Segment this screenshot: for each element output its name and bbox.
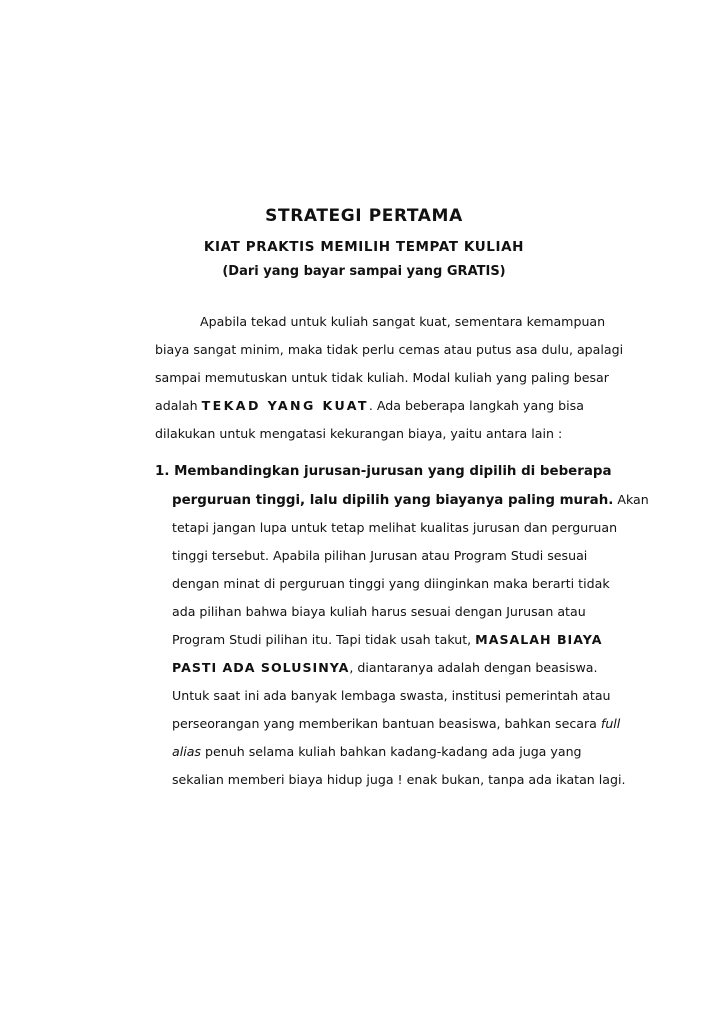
item-1-line-7-pre: Program Studi pilihan itu. Tapi tidak usah takut, — [172, 632, 472, 647]
item-1-line-12: sekalian memberi biaya hidup juga ! enak bukan, tanpa ada ikatan lagi. — [172, 772, 626, 787]
item-1-line-8-post: , diantaranya adalah dengan beasiswa. — [349, 660, 598, 675]
item-1-line-11-italic: alias — [172, 744, 201, 759]
page-parenthetical: (Dari yang bayar sampai yang GRATIS) — [222, 264, 506, 279]
item-1-line-7 — [172, 632, 603, 648]
intro-line-3: sampai memutuskan untuk tidak kuliah. Modal kuliah yang paling besar — [155, 370, 609, 385]
item-1-line-4: tinggi tersebut. Apabila pilihan Jurusan atau Program Studi sesuai — [172, 548, 588, 563]
item-1-line-10-pre: perseorangan yang memberikan bantuan beasiswa, bahkan secara — [172, 716, 597, 731]
item-1-line-6: ada pilihan bahwa biaya kuliah harus sesuai dengan Jurusan atau — [172, 604, 586, 619]
item-1-heading-line-2 — [172, 492, 649, 509]
item-1-line-11 — [172, 744, 582, 760]
item-1-heading-rest: Akan — [617, 492, 649, 507]
intro-line-5: dilakukan untuk mengatasi kekurangan biaya, yaitu antara lain : — [155, 426, 563, 441]
item-1-heading-bold: perguruan tinggi, lalu dipilih yang biayanya paling murah. — [172, 493, 614, 508]
item-1-line-10 — [172, 716, 621, 732]
item-1-line-10-italic: full — [600, 716, 621, 731]
intro-line-2: biaya sangat minim, maka tidak perlu cemas atau putus asa dulu, apalagi — [155, 342, 624, 357]
intro-line-1: Apabila tekad untuk kuliah sangat kuat, sementara kemampuan — [200, 314, 606, 329]
item-1-line-8 — [172, 660, 598, 676]
item-1-heading-line-1: 1. Membandingkan jurusan-jurusan yang dipilih di beberapa — [155, 464, 612, 479]
intro-line-4 — [155, 398, 584, 414]
intro-line-4-post: . Ada beberapa langkah yang bisa — [368, 398, 584, 413]
page-title: STRATEGI PERTAMA — [265, 206, 463, 226]
item-1-line-3: tetapi jangan lupa untuk tetap melihat kualitas jurusan dan perguruan — [172, 520, 618, 535]
item-1-line-9: Untuk saat ini ada banyak lembaga swasta, institusi pemerintah atau — [172, 688, 611, 703]
page-subtitle: KIAT PRAKTIS MEMILIH TEMPAT KULIAH — [203, 239, 525, 255]
intro-line-4-bold: TEKAD YANG KUAT — [201, 398, 369, 413]
item-1-line-8-bold: PASTI ADA SOLUSINYA — [172, 660, 350, 675]
intro-line-4-pre: adalah — [155, 398, 198, 413]
item-1-line-7-bold: MASALAH BIAYA — [475, 632, 603, 647]
item-1-line-5: dengan minat di perguruan tinggi yang diinginkan maka berarti tidak — [172, 576, 610, 591]
item-1-line-11-post: penuh selama kuliah bahkan kadang-kadang ada juga yang — [205, 744, 582, 759]
